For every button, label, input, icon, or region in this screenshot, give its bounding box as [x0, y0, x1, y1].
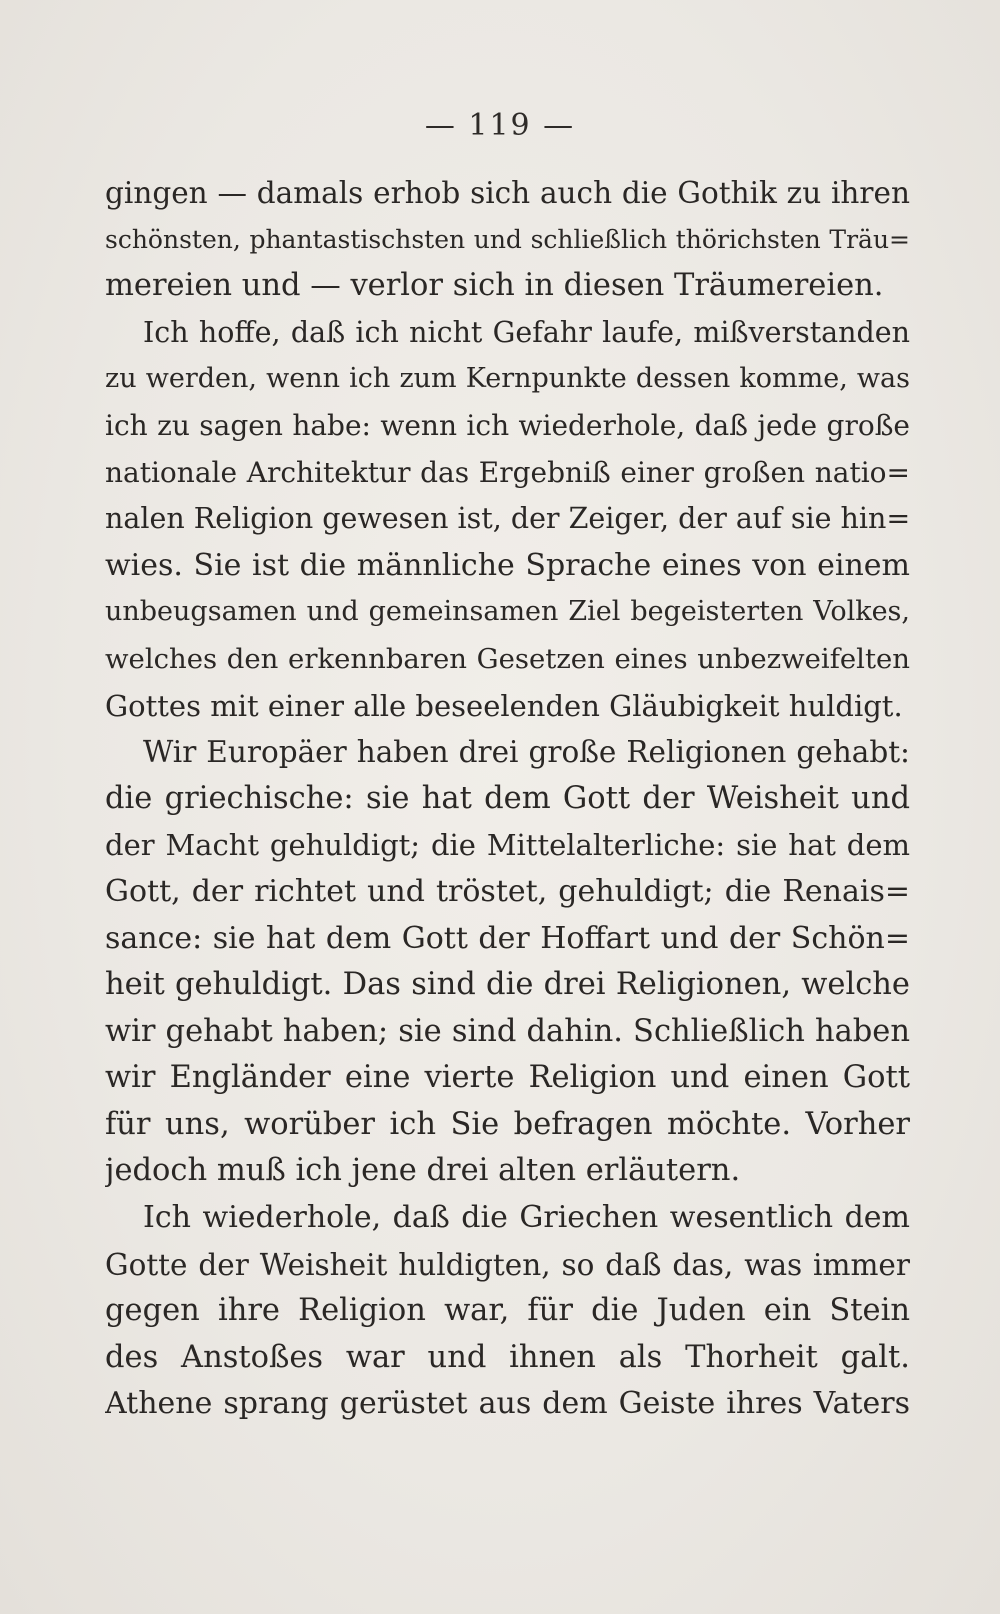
paragraph: [105, 1195, 910, 1428]
text-line: jedoch muß ich jene drei alten erläutern.: [105, 1153, 741, 1189]
text-line: die griechische: sie hat dem Gott der Weisheit und: [105, 780, 910, 816]
paragraph: [105, 729, 910, 1195]
text-line: heit gehuldigt. Das sind die drei Religionen, welche: [105, 967, 910, 1003]
text-line: zu werden, wenn ich zum Kernpunkte dessen komme, was: [105, 363, 910, 395]
text-line: nationale Architektur das Ergebniß einer großen natio=: [105, 455, 910, 489]
text-line: Ich hoffe, daß ich nicht Gefahr laufe, mißverstanden: [143, 315, 910, 349]
text-line: gingen — damals erhob sich auch die Gothik zu ihren: [105, 176, 910, 210]
text-line: schönsten, phantastischsten und schließlich thörichsten Träu=: [105, 224, 910, 254]
text-line: für uns, worüber ich Sie befragen möchte. Vorher: [105, 1106, 910, 1142]
page-number: — 119 —: [424, 108, 576, 143]
text-line: wir Engländer eine vierte Religion und einen Gott: [105, 1060, 910, 1096]
text-line: der Macht gehuldigt; die Mittelalterliche: sie hat dem: [105, 828, 910, 863]
text-line: welches den erkennbaren Gesetzen eines unbezweifelten: [105, 642, 910, 675]
text-line: wies. Sie ist die männliche Sprache eines von einem: [105, 547, 910, 583]
text-line: unbeugsamen und gemeinsamen Ziel begeisterten Volkes,: [105, 596, 910, 628]
text-line: Gott, der richtet und tröstet, gehuldigt; die Renais=: [105, 873, 910, 909]
paragraph: [105, 310, 910, 729]
text-line: ich zu sagen habe: wenn ich wiederhole, daß jede große: [105, 408, 910, 442]
text-line: mereien und — verlor sich in diesen Träumereien.: [105, 268, 884, 304]
text-line: Ich wiederhole, daß die Griechen wesentlich dem: [143, 1200, 910, 1236]
text-line: gegen ihre Religion war, für die Juden ein Stein: [105, 1293, 910, 1329]
text-line: Athene sprang gerüstet aus dem Geiste ihres Vaters: [105, 1386, 910, 1422]
text-line: Gotte der Weisheit huldigten, so daß das, was immer: [105, 1247, 910, 1282]
text-line: Gottes mit einer alle beseelenden Gläubigkeit huldigt.: [105, 688, 903, 723]
text-line: nalen Religion gewesen ist, der Zeiger, der auf sie hin=: [105, 502, 910, 536]
paragraph: [105, 170, 910, 310]
text-line: des Anstoßes war und ihnen als Thorheit galt.: [105, 1339, 910, 1375]
text-line: wir gehabt haben; sie sind dahin. Schließlich haben: [105, 1013, 910, 1049]
text-line: sance: sie hat dem Gott der Hoffart und der Schön=: [105, 920, 910, 956]
text-line: Wir Europäer haben drei große Religionen gehabt:: [143, 735, 910, 770]
body-text: [105, 170, 910, 1428]
